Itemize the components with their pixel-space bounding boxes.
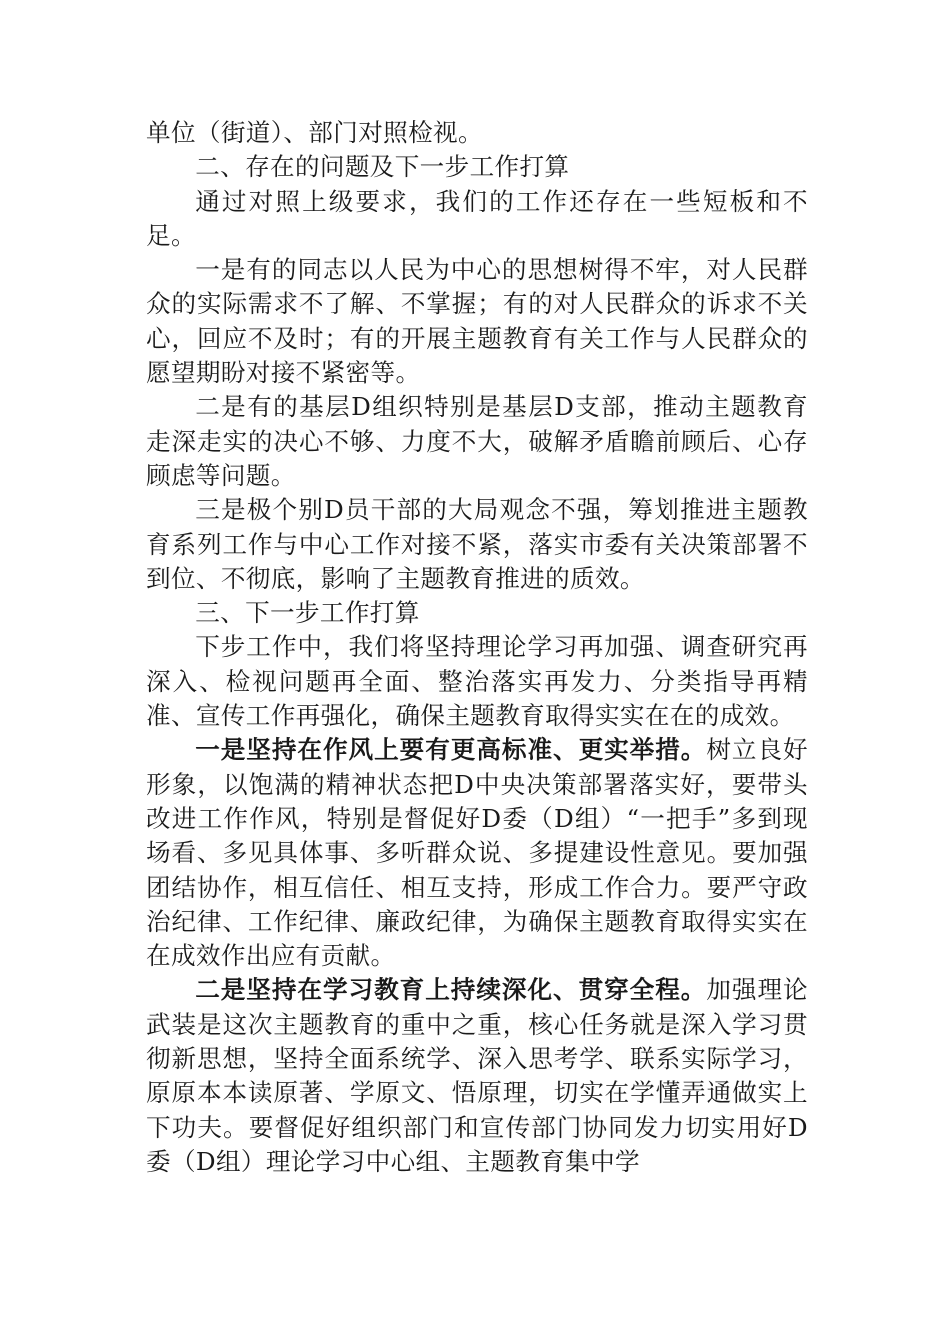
paragraph-continuation: 单位（街道）、部门对照检视。 bbox=[146, 118, 483, 147]
paragraph-plan-intro: 下步工作中，我们将坚持理论学习再加强、调查研究再深入、检视问题再全面、整治落实再发力、分类指导再精准、宣传工作再强化，确保主题教育取得实实在在的成效。 bbox=[146, 632, 808, 731]
section-heading-3: 三、下一步工作打算 bbox=[195, 598, 420, 628]
paragraph-intro: 通过对照上级要求，我们的工作还存在一些短板和不足。 bbox=[146, 186, 808, 250]
section-heading-2: 二、存在的问题及下一步工作打算 bbox=[195, 152, 570, 182]
plan-2-lead: 二是坚持在学习教育上持续深化、贯穿全程。 bbox=[195, 975, 707, 1005]
plan-1-body: 树立良好形象，以饱满的精神状态把D中央决策部署落实好，要带头改进工作作风，特别是督促好D委（D组）“一把手”多到现场看、多见具体事、多听群众说、多提建设性意见。要加强团结协作，相互信任、相互支持，形成工作合力。要严守政治纪律、工作纪律、廉政纪律，为确保主题教育取得实实在在成效作出应有贡献。 bbox=[146, 735, 808, 971]
paragraph-problem-3: 三是极个别D员干部的大局观念不强，筹划推进主题教育系列工作与中心工作对接不紧，落实市委有关决策部署不到位、不彻底，影响了主题教育推进的质效。 bbox=[146, 495, 808, 593]
plan-2-body: 加强理论武装是这次主题教育的重中之重，核心任务就是深入学习贯彻新思想，坚持全面系统学、深入思考学、联系实际学习，原原本本读原著、学原文、悟原理，切实在学懂弄通做实上下功夫。要督促好组织部门和宣传部门协同发力切实用好D委（D组）理论学习中心组、主题教育集中学 bbox=[146, 975, 808, 1176]
plan-1-lead: 一是坚持在作风上要有更高标准、更实举措。 bbox=[195, 735, 707, 765]
document-page bbox=[146, 116, 808, 1179]
paragraph-problem-1: 一是有的同志以人民为中心的思想树得不牢，对人民群众的实际需求不了解、不掌握；有的对人民群众的诉求不关心，回应不及时；有的开展主题教育有关工作与人民群众的愿望期盼对接不紧密等。 bbox=[146, 255, 808, 388]
paragraph-plan-1 bbox=[146, 733, 808, 973]
paragraph-plan-2 bbox=[146, 973, 808, 1179]
paragraph-problem-2: 二是有的基层D组织特别是基层D支部，推动主题教育走深走实的决心不够、力度不大，破解矛盾瞻前顾后、心存顾虑等问题。 bbox=[146, 392, 808, 490]
